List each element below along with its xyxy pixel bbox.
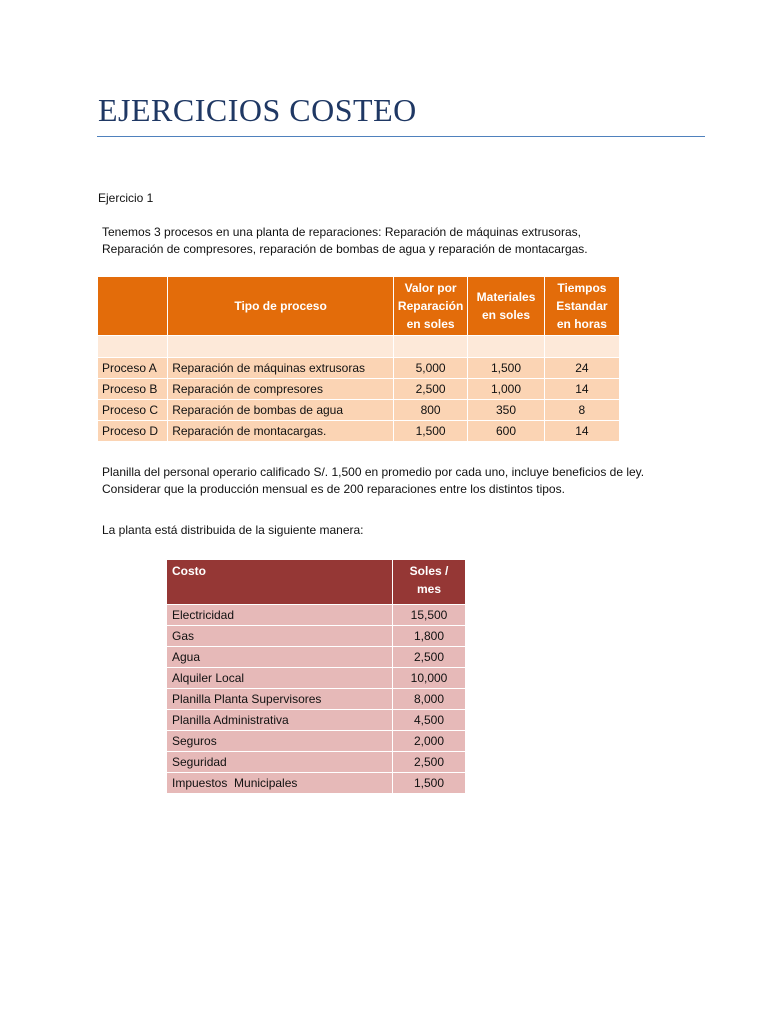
process-name: Reparación de bombas de agua: [168, 400, 394, 421]
process-id: Proceso C: [98, 400, 168, 421]
spacer-cell: [98, 336, 168, 358]
process-materiales: 600: [468, 421, 545, 442]
table-row: [167, 689, 466, 710]
process-valor: 5,000: [393, 358, 467, 379]
cost-label: Planilla Planta Supervisores: [167, 689, 393, 710]
cost-label: Planilla Administrativa: [167, 710, 393, 731]
process-tiempo: 24: [544, 358, 619, 379]
cost-value: 1,800: [393, 626, 466, 647]
table-row: [167, 710, 466, 731]
cost-label: Gas: [167, 626, 393, 647]
header-tipo: Tipo de proceso: [168, 277, 394, 336]
process-valor: 1,500: [393, 421, 467, 442]
header-soles: Soles / mes: [393, 560, 466, 605]
intro-line: Tenemos 3 procesos en una planta de reparaciones: Reparación de máquinas extrusoras,: [102, 225, 581, 239]
intro-line: Reparación de compresores, reparación de bombas de agua y reparación de montacargas.: [102, 242, 588, 256]
process-materiales: 1,000: [468, 379, 545, 400]
cost-value: 1,500: [393, 773, 466, 794]
process-materiales: 350: [468, 400, 545, 421]
title-divider: [97, 136, 705, 137]
page-title: EJERCICIOS COSTEO: [98, 92, 417, 128]
cost-label: Seguridad: [167, 752, 393, 773]
spacer-cell: [168, 336, 394, 358]
cost-table: [167, 560, 466, 793]
header-tiempos: Tiempos Estandar en horas: [544, 277, 619, 336]
header-materiales: Materiales en soles: [468, 277, 545, 336]
planilla-line: Planilla del personal operario calificado S/. 1,500 en promedio por cada uno, incluye beneficios de ley.: [102, 465, 645, 479]
table-row: [167, 773, 466, 794]
header-valor: Valor por Reparación en soles: [393, 277, 467, 336]
cost-value: 10,000: [393, 668, 466, 689]
header-empty: [98, 277, 168, 336]
table-row: [167, 647, 466, 668]
table-row: [98, 358, 620, 379]
process-table-header: [98, 277, 620, 336]
table-row: [167, 731, 466, 752]
exercise-label: Ejercicio 1: [98, 191, 154, 205]
planilla-line: Considerar que la producción mensual es de 200 reparaciones entre los distintos tipos.: [102, 482, 565, 496]
process-id: Proceso A: [98, 358, 168, 379]
header-costo: Costo: [167, 560, 393, 605]
process-id: Proceso B: [98, 379, 168, 400]
process-table: [97, 277, 620, 442]
intro-paragraph: [102, 224, 588, 258]
cost-label: Alquiler Local: [167, 668, 393, 689]
spacer-cell: [468, 336, 545, 358]
cost-label: Agua: [167, 647, 393, 668]
spacer-cell: [544, 336, 619, 358]
cost-value: 2,000: [393, 731, 466, 752]
planilla-paragraph: [102, 464, 644, 498]
process-valor: 800: [393, 400, 467, 421]
cost-value: 2,500: [393, 647, 466, 668]
table-row: [98, 421, 620, 442]
process-tiempo: 8: [544, 400, 619, 421]
table-row: [98, 400, 620, 421]
cost-value: 4,500: [393, 710, 466, 731]
process-tiempo: 14: [544, 421, 619, 442]
cost-table-header: [167, 560, 466, 605]
cost-label: Impuestos Municipales: [167, 773, 393, 794]
process-id: Proceso D: [98, 421, 168, 442]
process-name: Reparación de compresores: [168, 379, 394, 400]
table-row: [167, 752, 466, 773]
process-name: Reparación de máquinas extrusoras: [168, 358, 394, 379]
cost-value: 15,500: [393, 605, 466, 626]
process-valor: 2,500: [393, 379, 467, 400]
distribution-text: La planta está distribuida de la siguiente manera:: [102, 523, 364, 537]
table-row: [167, 668, 466, 689]
cost-value: 8,000: [393, 689, 466, 710]
process-materiales: 1,500: [468, 358, 545, 379]
spacer-cell: [393, 336, 467, 358]
table-row: [167, 626, 466, 647]
table-row: [98, 379, 620, 400]
process-tiempo: 14: [544, 379, 619, 400]
process-name: Reparación de montacargas.: [168, 421, 394, 442]
cost-value: 2,500: [393, 752, 466, 773]
table-row: [167, 605, 466, 626]
cost-label: Seguros: [167, 731, 393, 752]
spacer-row: [98, 336, 620, 358]
cost-label: Electricidad: [167, 605, 393, 626]
